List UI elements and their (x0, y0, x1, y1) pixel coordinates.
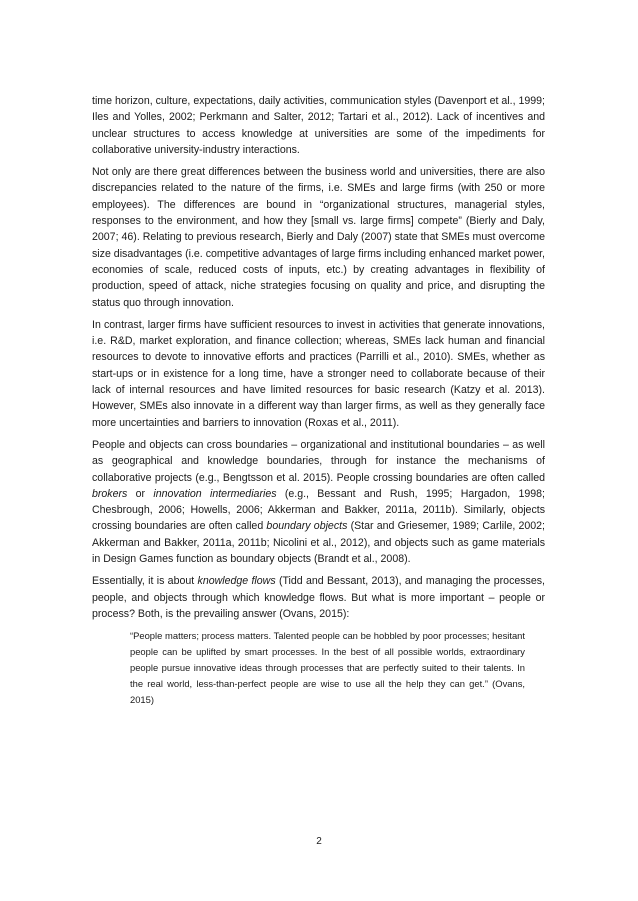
text-run: People and objects can cross boundaries – organizational and institutional boundaries – as well as geographical and knowledge boundaries, through for instance the mechanisms of collaborative projects (e.g., Bengtsson et al. 2015). People crossing boundaries are often called (92, 438, 545, 484)
paragraph-2 (92, 164, 545, 311)
paragraph-4 (92, 437, 545, 567)
text-run: Essentially, it is about (92, 575, 198, 588)
paragraph-5 (92, 573, 545, 622)
paragraph-1 (92, 93, 545, 158)
text-run: (e.g., Bessant and Rush, 1995; Hargadon, 1998; Chesbrough, 2006; Howells, 2006; Akkerman and Bakker, 2011a, 2011b). Similarly, objects crossing boundaries are often called (92, 487, 545, 533)
italic-term: knowledge flows (197, 575, 276, 588)
text-run: or (127, 487, 154, 500)
paragraph-3 (92, 317, 545, 431)
text-run: (Tidd and Bessant, 2013), and managing the processes, people, and objects through which knowledge flows. But what is more important – people or process? Both, is the prevailing answer (Ovans, 2015): (92, 575, 545, 620)
text-run: time horizon, culture, expectations, daily activities, communication styles (Davenport et al., 1999; Iles and Yolles, 2002; Perkmann and Salter, 2012; Tartari et al., 2012). Lack of incentives and unclear structures to access knowledge at universities are some of the impediments for collaborative university-industry interactions. (92, 95, 545, 156)
italic-term: brokers (92, 487, 128, 500)
text-run: Not only are there great differences between the business world and universities, there are also discrepancies related to the nature of the firms, i.e. SMEs and large firms (with 250 or more employees). The differences are bound in “organizational structures, managerial styles, responses to the environment, and how they [small vs. large firms] compete” (Bierly and Daly, 2007; 46). Relating to previous research, Bierly and Daly (2007) state that SMEs must overcome size disadvantages (i.e. competitive advantages of large firms including enhanced market power, economies of scale, reduced costs of inputs, etc.) by creating advantages in flexibility of production, speed of attack, niche strategies focusing on quality and price, and disrupting the status quo through innovation. (92, 166, 545, 309)
block-quote: “People matters; process matters. Talented people can be hobbled by poor processes; hesitant people can be uplifted by smart processes. In the best of all possible worlds, extraordinary people pursue innovative ideas through processes that are perfectly suited to their talents. In the real world, less-than-perfect people are wise to use all the help they can get.” (Ovans, 2015) (130, 630, 525, 706)
body-text (92, 93, 545, 708)
text-run: (Star and Griesemer, 1989; Carlile, 2002; Akkerman and Bakker, 2011a, 2011b; Nicolini et al., 2012), and objects such as game materials in Design Games function as boundary objects (Brandt et al., 2008). (92, 520, 545, 566)
italic-term: boundary objects (266, 520, 348, 533)
text-run: In contrast, larger firms have sufficient resources to invest in activities that generate innovations, i.e. R&D, market exploration, and finance collection; whereas, SMEs lack human and financial resources to devote to innovative efforts and practices (Parrilli et al., 2010). SMEs, whether as start-ups or in existence for a long time, have a stronger need to collaborate because of their lack of internal resources and have limited resources for basic research (Katzy et al. 2013). However, SMEs also innovate in a different way than larger firms, as well as they generally face more uncertainties and barriers to innovation (Roxas et al., 2011). (92, 318, 545, 429)
italic-term: innovation intermediaries (153, 487, 277, 500)
page-number: 2 (316, 836, 322, 847)
